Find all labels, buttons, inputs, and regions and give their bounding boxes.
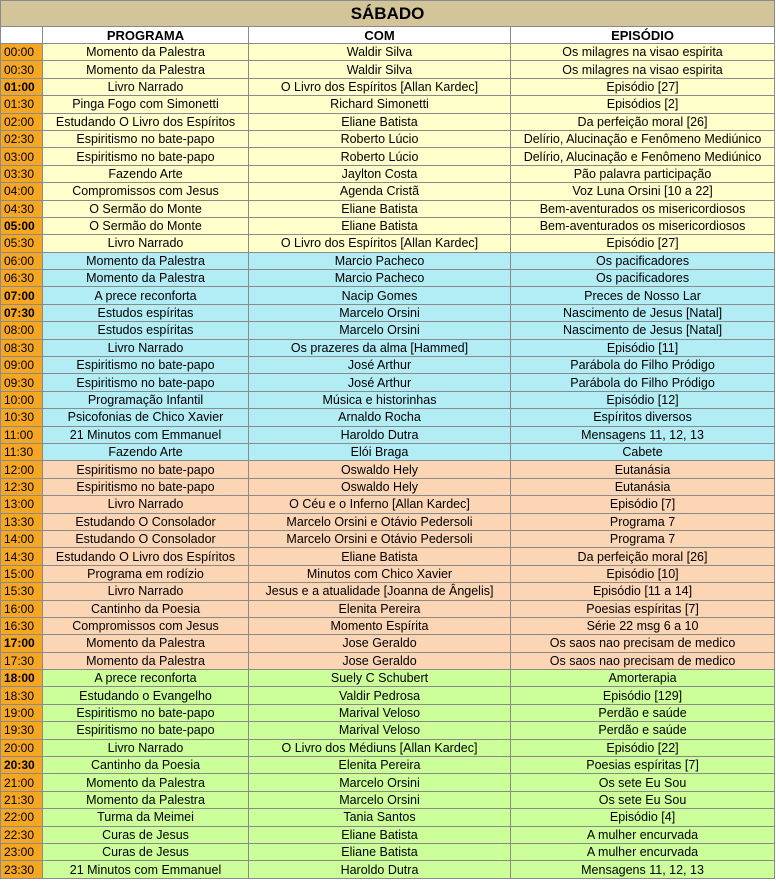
schedule-time-cell: 06:30 — [1, 270, 43, 287]
schedule-with-cell: Suely C Schubert — [249, 670, 511, 687]
schedule-row — [1, 513, 775, 530]
schedule-episode-cell: A mulher encurvada — [511, 843, 775, 860]
schedule-with-cell: Oswaldo Hely — [249, 478, 511, 495]
title-row — [1, 1, 775, 27]
schedule-time-cell: 12:00 — [1, 461, 43, 478]
schedule-row — [1, 165, 775, 182]
schedule-program-cell: 21 Minutos com Emmanuel — [43, 426, 249, 443]
schedule-with-cell: Elenita Pereira — [249, 600, 511, 617]
schedule-time-cell: 08:00 — [1, 322, 43, 339]
schedule-time-cell: 05:30 — [1, 235, 43, 252]
schedule-program-cell: Livro Narrado — [43, 339, 249, 356]
schedule-episode-cell: Episódio [11] — [511, 339, 775, 356]
schedule-row — [1, 861, 775, 878]
schedule-row — [1, 374, 775, 391]
schedule-row — [1, 217, 775, 234]
schedule-time-cell: 18:00 — [1, 670, 43, 687]
schedule-with-cell: Marcelo Orsini — [249, 791, 511, 808]
schedule-time-cell: 04:30 — [1, 200, 43, 217]
schedule-episode-cell: Episódios [2] — [511, 96, 775, 113]
schedule-program-cell: Programação Infantil — [43, 391, 249, 408]
schedule-time-cell: 07:30 — [1, 304, 43, 321]
schedule-episode-cell: Preces de Nosso Lar — [511, 287, 775, 304]
schedule-row — [1, 148, 775, 165]
schedule-with-cell: Haroldo Dutra — [249, 861, 511, 878]
schedule-time-cell: 18:30 — [1, 687, 43, 704]
schedule-time-cell: 16:00 — [1, 600, 43, 617]
schedule-with-cell: Marcelo Orsini e Otávio Pedersoli — [249, 530, 511, 547]
schedule-time-cell: 09:30 — [1, 374, 43, 391]
schedule-row — [1, 704, 775, 721]
schedule-time-cell: 10:30 — [1, 409, 43, 426]
schedule-with-cell: Nacip Gomes — [249, 287, 511, 304]
schedule-program-cell: A prece reconforta — [43, 287, 249, 304]
schedule-row — [1, 478, 775, 495]
schedule-with-cell: O Céu e o Inferno [Allan Kardec] — [249, 496, 511, 513]
schedule-program-cell: Estudando o Evangelho — [43, 687, 249, 704]
schedule-row — [1, 670, 775, 687]
schedule-row — [1, 339, 775, 356]
schedule-episode-cell: Perdão e saúde — [511, 722, 775, 739]
schedule-with-cell: Tania Santos — [249, 809, 511, 826]
schedule-episode-cell: Os sete Eu Sou — [511, 774, 775, 791]
header-row — [1, 27, 775, 44]
schedule-program-cell: Fazendo Arte — [43, 443, 249, 460]
schedule-episode-cell: Perdão e saúde — [511, 704, 775, 721]
schedule-episode-cell: Poesias espíritas [7] — [511, 600, 775, 617]
schedule-program-cell: Estudando O Livro dos Espíritos — [43, 113, 249, 130]
schedule-episode-cell: Amorterapia — [511, 670, 775, 687]
schedule-program-cell: Curas de Jesus — [43, 826, 249, 843]
schedule-program-cell: Espiritismo no bate-papo — [43, 148, 249, 165]
schedule-program-cell: Estudos espíritas — [43, 322, 249, 339]
schedule-time-cell: 23:30 — [1, 861, 43, 878]
schedule-program-cell: Livro Narrado — [43, 496, 249, 513]
schedule-episode-cell: Bem-aventurados os misericordiosos — [511, 200, 775, 217]
schedule-episode-cell: Cabete — [511, 443, 775, 460]
schedule-row — [1, 496, 775, 513]
schedule-program-cell: Psicofonias de Chico Xavier — [43, 409, 249, 426]
schedule-row — [1, 409, 775, 426]
schedule-with-cell: Minutos com Chico Xavier — [249, 565, 511, 582]
schedule-row — [1, 113, 775, 130]
schedule-episode-cell: Episódio [129] — [511, 687, 775, 704]
schedule-row — [1, 252, 775, 269]
schedule-episode-cell: Mensagens 11, 12, 13 — [511, 426, 775, 443]
schedule-row — [1, 600, 775, 617]
schedule-row — [1, 78, 775, 95]
schedule-episode-cell: Delírio, Alucinação e Fenômeno Mediúnico — [511, 130, 775, 147]
schedule-with-cell: Valdir Pedrosa — [249, 687, 511, 704]
schedule-episode-cell: Programa 7 — [511, 530, 775, 547]
schedule-episode-cell: Eutanásia — [511, 478, 775, 495]
schedule-episode-cell: Poesias espíritas [7] — [511, 757, 775, 774]
schedule-program-cell: 21 Minutos com Emmanuel — [43, 861, 249, 878]
schedule-with-cell: Eliane Batista — [249, 548, 511, 565]
schedule-time-cell: 09:00 — [1, 357, 43, 374]
schedule-row — [1, 722, 775, 739]
schedule-time-cell: 00:30 — [1, 61, 43, 78]
schedule-program-cell: Curas de Jesus — [43, 843, 249, 860]
schedule-time-cell: 02:00 — [1, 113, 43, 130]
schedule-time-cell: 15:00 — [1, 565, 43, 582]
schedule-program-cell: Estudos espíritas — [43, 304, 249, 321]
schedule-program-cell: Estudando O Consolador — [43, 513, 249, 530]
schedule-episode-cell: Os saos nao precisam de medico — [511, 635, 775, 652]
schedule-time-cell: 04:00 — [1, 183, 43, 200]
schedule-time-cell: 13:00 — [1, 496, 43, 513]
schedule-time-cell: 20:00 — [1, 739, 43, 756]
schedule-time-cell: 23:00 — [1, 843, 43, 860]
schedule-program-cell: Cantinho da Poesia — [43, 600, 249, 617]
schedule-time-cell: 15:30 — [1, 583, 43, 600]
schedule-with-cell: Waldir Silva — [249, 44, 511, 61]
schedule-row — [1, 235, 775, 252]
schedule-program-cell: Momento da Palestra — [43, 774, 249, 791]
schedule-time-cell: 16:30 — [1, 617, 43, 634]
schedule-program-cell: Turma da Meimei — [43, 809, 249, 826]
schedule-episode-cell: Os saos nao precisam de medico — [511, 652, 775, 669]
schedule-with-cell: Richard Simonetti — [249, 96, 511, 113]
schedule-episode-cell: Voz Luna Orsini [10 a 22] — [511, 183, 775, 200]
schedule-time-cell: 21:30 — [1, 791, 43, 808]
schedule-time-cell: 07:00 — [1, 287, 43, 304]
schedule-with-cell: Marcelo Orsini — [249, 774, 511, 791]
schedule-program-cell: Estudando O Livro dos Espíritos — [43, 548, 249, 565]
schedule-program-cell: Espiritismo no bate-papo — [43, 478, 249, 495]
schedule-row — [1, 617, 775, 634]
schedule-with-cell: Marcio Pacheco — [249, 270, 511, 287]
schedule-program-cell: Espiritismo no bate-papo — [43, 461, 249, 478]
schedule-with-cell: Eliane Batista — [249, 113, 511, 130]
schedule-row — [1, 809, 775, 826]
schedule-episode-cell: Episódio [10] — [511, 565, 775, 582]
schedule-with-cell: Agenda Cristã — [249, 183, 511, 200]
schedule-program-cell: Momento da Palestra — [43, 635, 249, 652]
schedule-program-cell: Espiritismo no bate-papo — [43, 704, 249, 721]
schedule-episode-cell: Episódio [12] — [511, 391, 775, 408]
schedule-row — [1, 774, 775, 791]
schedule-with-cell: O Livro dos Médiuns [Allan Kardec] — [249, 739, 511, 756]
schedule-episode-cell: Episódio [4] — [511, 809, 775, 826]
schedule-with-cell: Jesus e a atualidade [Joanna de Ângelis] — [249, 583, 511, 600]
schedule-with-cell: José Arthur — [249, 374, 511, 391]
schedule-with-cell: Elói Braga — [249, 443, 511, 460]
schedule-with-cell: Jaylton Costa — [249, 165, 511, 182]
schedule-program-cell: Momento da Palestra — [43, 252, 249, 269]
schedule-time-cell: 11:00 — [1, 426, 43, 443]
schedule-time-cell: 11:30 — [1, 443, 43, 460]
schedule-with-cell: O Livro dos Espíritos [Allan Kardec] — [249, 78, 511, 95]
schedule-row — [1, 635, 775, 652]
schedule-program-cell: Momento da Palestra — [43, 270, 249, 287]
schedule-program-cell: Momento da Palestra — [43, 652, 249, 669]
schedule-row — [1, 652, 775, 669]
schedule-with-cell: Momento Espírita — [249, 617, 511, 634]
schedule-episode-cell: Episódio [22] — [511, 739, 775, 756]
header-time — [1, 27, 43, 44]
schedule-program-cell: Estudando O Consolador — [43, 530, 249, 547]
schedule-program-cell: Livro Narrado — [43, 78, 249, 95]
schedule-time-cell: 05:00 — [1, 217, 43, 234]
schedule-with-cell: Elenita Pereira — [249, 757, 511, 774]
schedule-time-cell: 19:00 — [1, 704, 43, 721]
schedule-row — [1, 791, 775, 808]
schedule-with-cell: Eliane Batista — [249, 843, 511, 860]
schedule-time-cell: 14:30 — [1, 548, 43, 565]
schedule-episode-cell: Os pacificadores — [511, 270, 775, 287]
schedule-time-cell: 22:00 — [1, 809, 43, 826]
schedule-with-cell: Os prazeres da alma [Hammed] — [249, 339, 511, 356]
schedule-time-cell: 20:30 — [1, 757, 43, 774]
schedule-row — [1, 270, 775, 287]
schedule-episode-cell: Da perfeição moral [26] — [511, 548, 775, 565]
schedule-row — [1, 843, 775, 860]
schedule-with-cell: Oswaldo Hely — [249, 461, 511, 478]
schedule-episode-cell: Os milagres na visao espirita — [511, 44, 775, 61]
schedule-episode-cell: Parábola do Filho Pródigo — [511, 357, 775, 374]
schedule-time-cell: 22:30 — [1, 826, 43, 843]
schedule-with-cell: Roberto Lúcio — [249, 148, 511, 165]
schedule-episode-cell: Bem-aventurados os misericordiosos — [511, 217, 775, 234]
schedule-time-cell: 02:30 — [1, 130, 43, 147]
schedule-program-cell: O Sermão do Monte — [43, 217, 249, 234]
schedule-time-cell: 17:00 — [1, 635, 43, 652]
schedule-program-cell: Livro Narrado — [43, 583, 249, 600]
schedule-with-cell: O Livro dos Espíritos [Allan Kardec] — [249, 235, 511, 252]
schedule-episode-cell: Nascimento de Jesus [Natal] — [511, 322, 775, 339]
schedule-with-cell: Haroldo Dutra — [249, 426, 511, 443]
schedule-program-cell: Fazendo Arte — [43, 165, 249, 182]
schedule-episode-cell: Série 22 msg 6 a 10 — [511, 617, 775, 634]
schedule-with-cell: Eliane Batista — [249, 200, 511, 217]
schedule-episode-cell: Episódio [27] — [511, 235, 775, 252]
schedule-time-cell: 14:00 — [1, 530, 43, 547]
schedule-row — [1, 61, 775, 78]
schedule-row — [1, 287, 775, 304]
schedule-with-cell: Jose Geraldo — [249, 652, 511, 669]
schedule-program-cell: A prece reconforta — [43, 670, 249, 687]
schedule-program-cell: Espiritismo no bate-papo — [43, 722, 249, 739]
schedule-row — [1, 426, 775, 443]
schedule-row — [1, 583, 775, 600]
schedule-row — [1, 565, 775, 582]
schedule-program-cell: Compromissos com Jesus — [43, 617, 249, 634]
schedule-time-cell: 19:30 — [1, 722, 43, 739]
schedule-with-cell: José Arthur — [249, 357, 511, 374]
schedule-row — [1, 304, 775, 321]
schedule-with-cell: Roberto Lúcio — [249, 130, 511, 147]
schedule-row — [1, 183, 775, 200]
schedule-episode-cell: Nascimento de Jesus [Natal] — [511, 304, 775, 321]
schedule-program-cell: Cantinho da Poesia — [43, 757, 249, 774]
schedule-program-cell: Compromissos com Jesus — [43, 183, 249, 200]
schedule-row — [1, 200, 775, 217]
schedule-time-cell: 01:00 — [1, 78, 43, 95]
schedule-row — [1, 687, 775, 704]
schedule-program-cell: Pinga Fogo com Simonetti — [43, 96, 249, 113]
schedule-episode-cell: Eutanásia — [511, 461, 775, 478]
schedule-row — [1, 826, 775, 843]
schedule-program-cell: Momento da Palestra — [43, 44, 249, 61]
schedule-episode-cell: Da perfeição moral [26] — [511, 113, 775, 130]
schedule-time-cell: 10:00 — [1, 391, 43, 408]
schedule-episode-cell: Episódio [11 a 14] — [511, 583, 775, 600]
schedule-time-cell: 01:30 — [1, 96, 43, 113]
schedule-with-cell: Marival Veloso — [249, 722, 511, 739]
schedule-row — [1, 391, 775, 408]
schedule-with-cell: Música e historinhas — [249, 391, 511, 408]
day-title: SÁBADO — [1, 1, 775, 27]
schedule-with-cell: Marcelo Orsini e Otávio Pedersoli — [249, 513, 511, 530]
schedule-row — [1, 130, 775, 147]
schedule-row — [1, 739, 775, 756]
schedule-row — [1, 322, 775, 339]
schedule-time-cell: 03:30 — [1, 165, 43, 182]
schedule-row — [1, 443, 775, 460]
header-episode: EPISÓDIO — [511, 27, 775, 44]
schedule-program-cell: Espiritismo no bate-papo — [43, 130, 249, 147]
schedule-time-cell: 00:00 — [1, 44, 43, 61]
schedule-episode-cell: Episódio [27] — [511, 78, 775, 95]
schedule-with-cell: Eliane Batista — [249, 217, 511, 234]
schedule-time-cell: 17:30 — [1, 652, 43, 669]
schedule-episode-cell: Programa 7 — [511, 513, 775, 530]
schedule-row — [1, 96, 775, 113]
header-program: PROGRAMA — [43, 27, 249, 44]
schedule-program-cell: Momento da Palestra — [43, 61, 249, 78]
schedule-episode-cell: Os sete Eu Sou — [511, 791, 775, 808]
schedule-time-cell: 12:30 — [1, 478, 43, 495]
schedule-with-cell: Waldir Silva — [249, 61, 511, 78]
schedule-program-cell: Programa em rodízio — [43, 565, 249, 582]
schedule-episode-cell: Delírio, Alucinação e Fenômeno Mediúnico — [511, 148, 775, 165]
schedule-with-cell: Marcelo Orsini — [249, 304, 511, 321]
schedule-program-cell: Livro Narrado — [43, 235, 249, 252]
header-with: COM — [249, 27, 511, 44]
schedule-program-cell: O Sermão do Monte — [43, 200, 249, 217]
schedule-row — [1, 548, 775, 565]
schedule-episode-cell: Os milagres na visao espirita — [511, 61, 775, 78]
schedule-row — [1, 530, 775, 547]
schedule-program-cell: Momento da Palestra — [43, 791, 249, 808]
schedule-with-cell: Marcelo Orsini — [249, 322, 511, 339]
schedule-time-cell: 21:00 — [1, 774, 43, 791]
schedule-row — [1, 461, 775, 478]
schedule-time-cell: 03:00 — [1, 148, 43, 165]
schedule-row — [1, 757, 775, 774]
schedule-program-cell: Espiritismo no bate-papo — [43, 374, 249, 391]
schedule-with-cell: Marcio Pacheco — [249, 252, 511, 269]
schedule-time-cell: 06:00 — [1, 252, 43, 269]
schedule-time-cell: 08:30 — [1, 339, 43, 356]
schedule-row — [1, 357, 775, 374]
schedule-time-cell: 13:30 — [1, 513, 43, 530]
schedule-with-cell: Jose Geraldo — [249, 635, 511, 652]
schedule-episode-cell: Mensagens 11, 12, 13 — [511, 861, 775, 878]
schedule-program-cell: Espiritismo no bate-papo — [43, 357, 249, 374]
schedule-with-cell: Marival Veloso — [249, 704, 511, 721]
schedule-program-cell: Livro Narrado — [43, 739, 249, 756]
schedule-episode-cell: Os pacificadores — [511, 252, 775, 269]
schedule-with-cell: Eliane Batista — [249, 826, 511, 843]
schedule-episode-cell: A mulher encurvada — [511, 826, 775, 843]
schedule-with-cell: Arnaldo Rocha — [249, 409, 511, 426]
schedule-row — [1, 44, 775, 61]
schedule-episode-cell: Episódio [7] — [511, 496, 775, 513]
schedule-episode-cell: Parábola do Filho Pródigo — [511, 374, 775, 391]
schedule-episode-cell: Pão palavra participação — [511, 165, 775, 182]
schedule-episode-cell: Espíritos diversos — [511, 409, 775, 426]
